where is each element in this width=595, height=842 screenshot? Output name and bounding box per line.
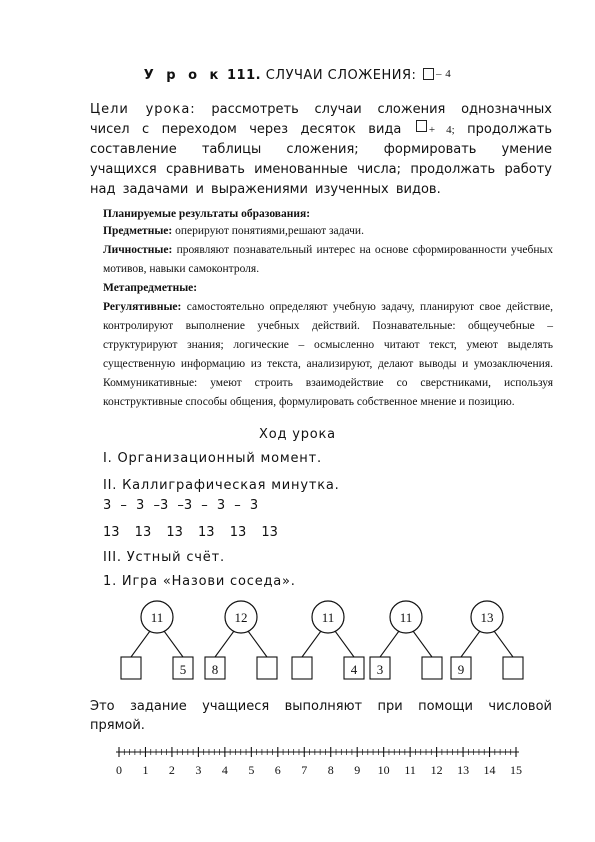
number-line-label: 4 [221,763,228,777]
goals-formula: + 4; [428,124,455,136]
number-line-note: Это задание учащиеся выполняют при помощи числовой прямой. [90,699,552,733]
personal-label: Личностные: [103,244,173,256]
number-line-label: 1 [142,763,149,777]
tree-left-box [121,657,141,679]
tree-right-number: 4 [350,662,358,677]
tree-top-number: 13 [480,610,494,625]
tree-left-branch [302,631,321,657]
regulatory-text: самостоятельно определяют учебную задачу, планируют свое действие, контролируют выполнение учебных действий. Познавательные: общеучебные – структурируют знания; логические – осмысленно читают текст, умеют выделять существенную информацию из текста, анализируют, делают выводы и умозаключения. Коммуникативные: умеют строить взаимодействие со сверстниками, используя конструктивные способы общения, формулировать собственное мнение и позицию. [103,301,554,408]
number-line-label: 15 [510,763,522,777]
tree-right-branch [164,631,183,657]
tree-left-box [292,657,312,679]
lesson-word: У р о к [143,68,223,83]
planned-heading-text: Планируемые результаты образования: [103,208,311,220]
number-line-label: 2 [168,763,175,777]
subject-results [103,222,553,241]
number-line-label: 7 [301,763,308,777]
lesson-goals [90,100,552,200]
tree-right-branch [413,631,432,657]
number-tree [370,601,442,679]
calligraphy-line-2: 13 13 13 13 13 13 [103,525,278,540]
tree-right-number: 5 [179,662,187,677]
number-tree [292,601,364,679]
goals-label: Цели урока: [90,102,196,117]
subject-text: оперируют понятиями,решают задачи. [175,225,364,237]
lesson-title [0,68,595,83]
tree-right-branch [248,631,267,657]
tree-left-number: 8 [211,662,219,677]
tree-top-number: 11 [399,610,413,625]
blank-square-icon [416,120,427,132]
number-line-label: 6 [274,763,281,777]
number-line-label: 0 [116,763,122,777]
neighbor-trees-diagram [0,595,595,690]
calligraphy-line-1: 3 – 3 –3 –3 – 3 – 3 [103,498,259,513]
tree-top-number: 11 [150,610,164,625]
tree-left-number: 9 [457,662,465,677]
tree-right-branch [335,631,354,657]
tree-left-branch [461,631,480,657]
goals-text-1: рассмотреть случаи сложения однозначных чисел с переходом через десяток вида [90,102,552,137]
goals-text-2: продолжать составление таблицы сложения; формировать умение учащихся сравнивать именованные числа; продолжать работу над задачами и выражениями изученных видов. [90,122,552,197]
lesson-flow-heading: Ход урока [259,427,336,442]
blank-square-icon [423,68,434,80]
tree-top-number: 11 [321,610,335,625]
game-title: 1. Игра «Назови соседа». [103,574,296,589]
regulatory-results [103,298,553,412]
regulatory-label: Регулятивные: [103,301,182,313]
number-line-label: 9 [354,763,361,777]
number-line [0,742,595,782]
number-tree [205,601,277,679]
number-tree [451,601,523,679]
metasubject-heading [103,279,553,298]
personal-text: проявляют познавательный интерес на основе сформированности учебных мотивов, навыки самоконтроля. [103,244,554,275]
tree-left-branch [131,631,150,657]
tree-right-box [422,657,442,679]
tree-right-box [257,657,277,679]
tree-left-number: 3 [376,662,384,677]
stage-calligraphy: II. Каллиграфическая минутка. [103,478,340,493]
number-line-label: 14 [483,763,496,777]
personal-results [103,241,553,279]
lesson-topic: СЛУЧАИ СЛОЖЕНИЯ: [265,68,417,83]
number-line-label: 10 [377,763,390,777]
tree-left-branch [215,631,234,657]
number-line-label: 12 [430,763,443,777]
number-line-label: 13 [457,763,470,777]
title-formula: – 4 [436,68,452,80]
tree-top-number: 12 [234,610,248,625]
number-line-label: 11 [404,763,416,777]
lesson-number: 111. [227,68,262,83]
stage-oral-count: III. Устный счёт. [103,550,225,565]
number-line-label: 3 [195,763,202,777]
tree-left-branch [380,631,399,657]
number-line-label: 5 [248,763,255,777]
number-line-label: 8 [327,763,334,777]
number-tree [121,601,193,679]
meta-heading-text: Метапредметные: [103,282,198,294]
tree-right-branch [494,631,513,657]
tree-right-box [503,657,523,679]
stage-org-moment: I. Организационный момент. [103,451,322,466]
subject-label: Предметные: [103,225,173,237]
